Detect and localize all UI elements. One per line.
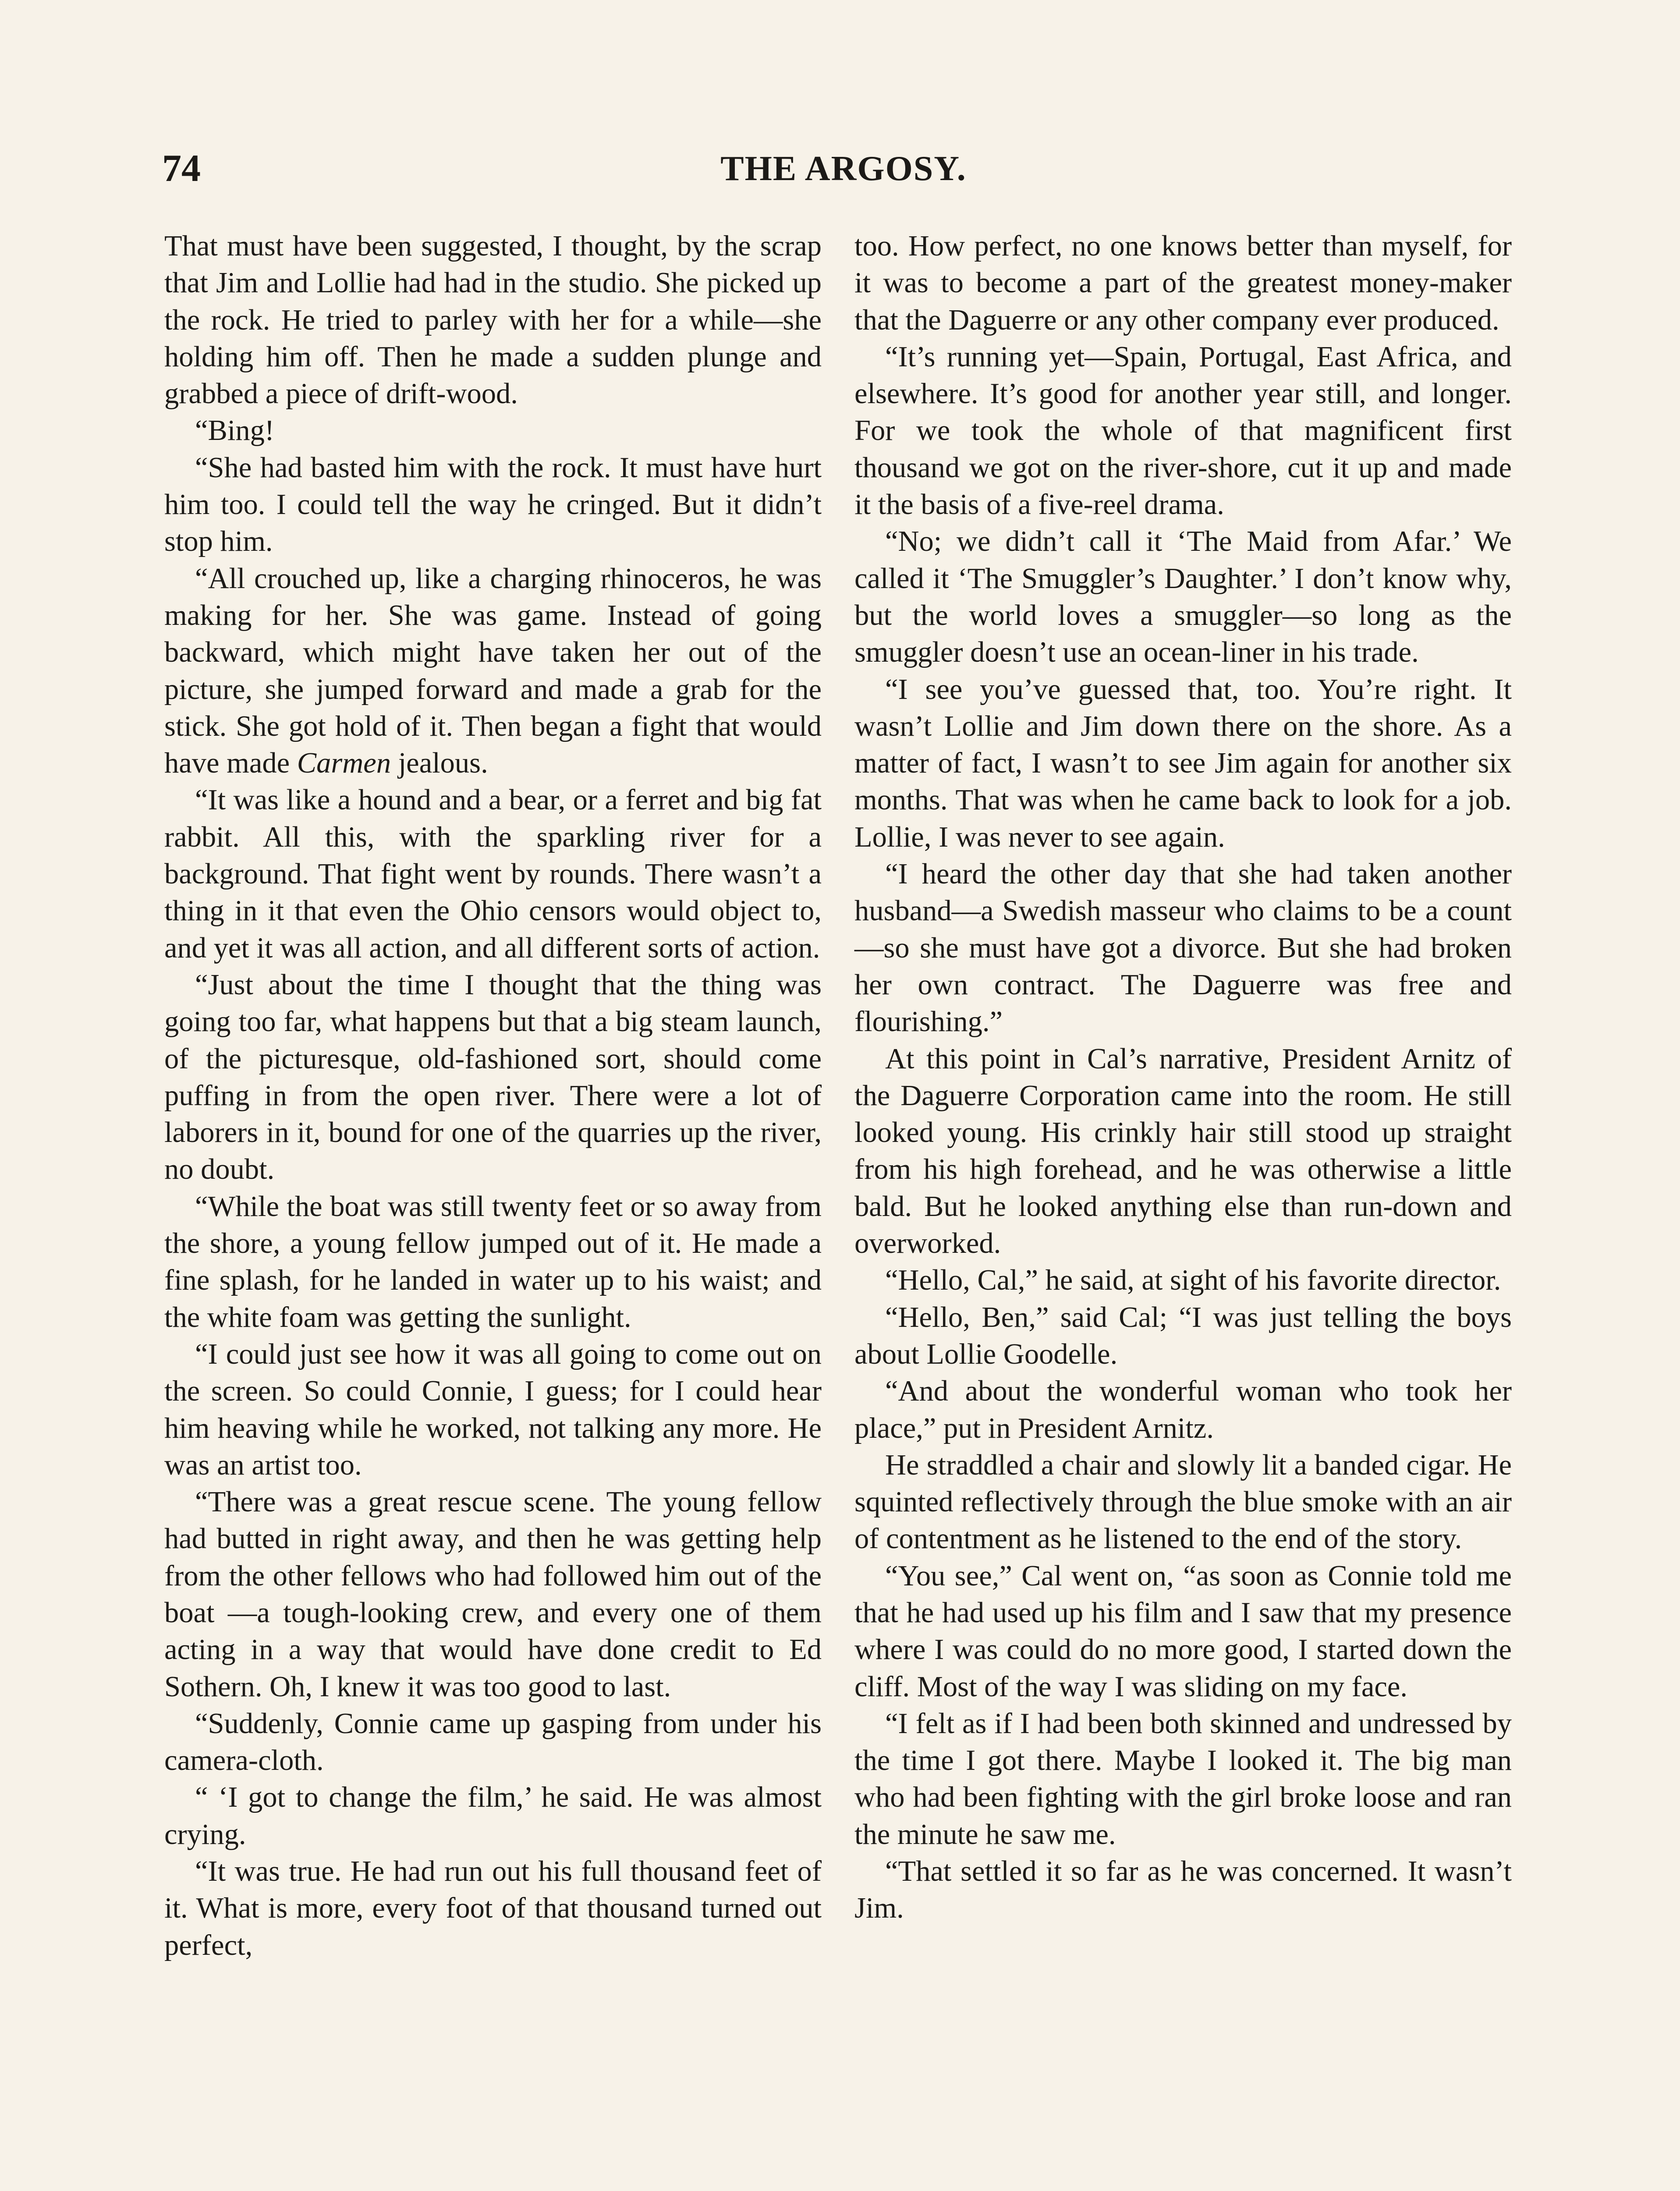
- paragraph: At this point in Cal’s narrative, President Arnitz of the Daguerre Corporation came into the room. He still looked young. His crinkly hair still stood up straight from his high forehead, and he was otherwise a little bald. But he looked anything else than run-down and overworked.: [854, 1042, 1512, 1260]
- paragraph: “It’s running yet—Spain, Portugal, East Africa, and elsewhere. It’s good for another year still, and longer. For we took the whole of that magnificent first thousand we got on the river-shore, cut it up and made it the basis of a five-reel drama.: [854, 340, 1512, 521]
- paragraph: “I could just see how it was all going to come out on the screen. So could Connie, I guess; for I could hear him heaving while he worked, not talking any more. He was an artist too.: [164, 1338, 822, 1481]
- paragraph: “I see you’ve guessed that, too. You’re right. It wasn’t Lollie and Jim down there on the shore. As a matter of fact, I wasn’t to see Jim again for another six months. That was when he came back to look for a job. Lollie, I was never to see again.: [854, 673, 1512, 853]
- paragraph: That must have been suggested, I thought, by the scrap that Jim and Lollie had had in the studio. She picked up the rock. He tried to parley with her for a while—she holding him off. Then he made a sudden plunge and grabbed a piece of drift-wood.: [164, 230, 822, 410]
- paragraph: “And about the wonderful woman who took her place,” put in President Arnitz.: [854, 1375, 1512, 1444]
- paragraph: “She had basted him with the rock. It must have hurt him too. I could tell the way he cringed. But it didn’t stop him.: [164, 451, 822, 558]
- paragraph: “Hello, Cal,” he said, at sight of his favorite director.: [885, 1264, 1501, 1297]
- paragraph: “No; we didn’t call it ‘The Maid from Afar.’ We called it ‘The Smuggler’s Daughter.’ I don’t know why, but the world loves a smuggler—so long as the smuggler doesn’t use an ocean-liner in his trade.: [854, 525, 1512, 669]
- paragraph: “You see,” Cal went on, “as soon as Connie told me that he had used up his film and I saw that my presence where I was could do no more good, I started down the cliff. Most of the way I was sliding on my face.: [854, 1560, 1512, 1703]
- paragraph: too. How perfect, no one knows better than myself, for it was to become a part of the greatest money-maker that the Daguerre or any other company ever produced.: [854, 230, 1512, 336]
- paragraph: He straddled a chair and slowly lit a banded cigar. He squinted reflectively through the blue smoke with an air of contentment as he listened to the end of the story.: [854, 1449, 1512, 1555]
- paragraph-text: “All crouched up, like a charging rhinoceros, he was making for her. She was game. Instead of going backward, which might have taken her out of the picture, she jumped forward and made a grab for the stick. She got hold of it. Then began a fight that would have made: [164, 562, 822, 780]
- paragraph: “While the boat was still twenty feet or so away from the shore, a young fellow jumped out of it. He made a fine splash, for he landed in water up to his waist; and the white foam was getting the sunlight.: [164, 1190, 822, 1333]
- paragraph: “ ‘I got to change the film,’ he said. He was almost crying.: [164, 1781, 822, 1851]
- paragraph: “There was a great rescue scene. The young fellow had butted in right away, and then he was getting help from the other fellows who had followed him out of the boat —a tough-looking crew, and every one of them acting in a way that would have done credit to Ed Sothern. Oh, I knew it was too good to last.: [164, 1486, 822, 1703]
- paragraph: “Suddenly, Connie came up gasping from under his camera-cloth.: [164, 1707, 822, 1777]
- paragraph-text-end: jealous.: [391, 747, 488, 780]
- paragraph: [164, 560, 822, 782]
- page-header: [162, 145, 1525, 197]
- page-number: 74: [162, 147, 201, 190]
- paragraph: “Just about the time I thought that the thing was going too far, what happens but that a big steam launch, of the picturesque, old-fashioned sort, should come puffing in from the open river. There were a lot of laborers in it, bound for one of the quarries up the river, no doubt.: [164, 968, 822, 1186]
- left-column: [164, 228, 822, 1964]
- paragraph: “Bing!: [195, 415, 274, 447]
- paragraph: “I heard the other day that she had taken another husband—a Swedish masseur who claims to be a count—so she must have got a divorce. But she had broken her own contract. The Daguerre was free and flourishing.”: [854, 858, 1512, 1038]
- paragraph: “I felt as if I had been both skinned and undressed by the time I got there. Maybe I looked it. The big man who had been fighting with the girl broke loose and ran the minute he saw me.: [854, 1707, 1512, 1851]
- right-column: [854, 228, 1512, 1927]
- paragraph: “It was true. He had run out his full thousand feet of it. What is more, every foot of that thousand turned out perfect,: [164, 1855, 822, 1961]
- paragraph: “It was like a hound and a bear, or a ferret and big fat rabbit. All this, with the sparkling river for a background. That fight went by rounds. There wasn’t a thing in it that even the Ohio censors would object to, and yet it was all action, and all different sorts of action.: [164, 784, 822, 964]
- paragraph: “Hello, Ben,” said Cal; “I was just telling the boys about Lollie Goodelle.: [854, 1301, 1512, 1370]
- running-head: THE ARGOSY.: [720, 149, 967, 188]
- paragraph: “That settled it so far as he was concerned. It wasn’t Jim.: [854, 1855, 1512, 1925]
- carmen-italic: Carmen: [297, 747, 391, 780]
